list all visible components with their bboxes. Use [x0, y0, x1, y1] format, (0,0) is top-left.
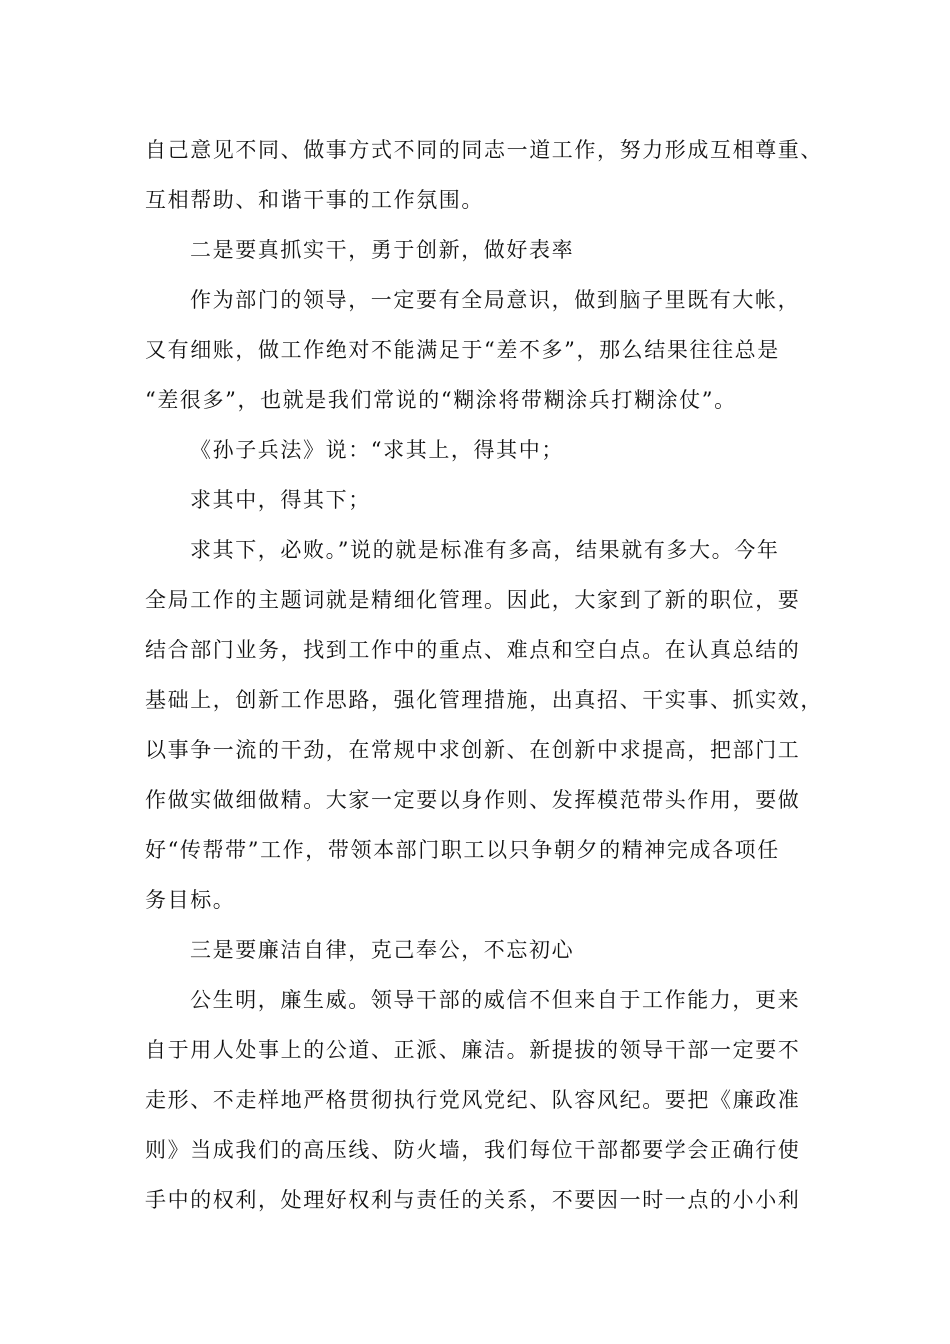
- section-heading: 三是要廉洁自律，克己奉公，不忘初心: [190, 938, 575, 962]
- text-line: 务目标。: [145, 888, 236, 912]
- text-line: 全局工作的主题词就是精细化管理。因此，大家到了新的职位，要: [145, 588, 801, 612]
- text-line: 求其下，必败。”说的就是标准有多高，结果就有多大。今年: [190, 538, 780, 562]
- text-line: 好“传帮带”工作，带领本部门职工以只争朝夕的精神完成各项任: [145, 838, 780, 862]
- text-line: 结合部门业务，找到工作中的重点、难点和空白点。在认真总结的: [145, 638, 801, 662]
- text-line: 求其中，得其下；: [190, 488, 371, 512]
- text-line: 《孙子兵法》说：“求其上，得其中；: [190, 438, 564, 462]
- text-line: 基础上，创新工作思路，强化管理措施，出真招、干实事、抓实效，: [145, 688, 823, 712]
- text-line: 互相帮助、和谐干事的工作氛围。: [145, 188, 484, 212]
- text-line: 手中的权利，处理好权利与责任的关系，不要因一时一点的小小利: [145, 1188, 801, 1212]
- text-line: “差很多”，也就是我们常说的“糊涂将带糊涂兵打糊涂仗”。: [145, 388, 737, 412]
- section-heading: 二是要真抓实干，勇于创新，做好表率: [190, 238, 575, 262]
- text-line: 作做实做细做精。大家一定要以身作则、发挥模范带头作用，要做: [145, 788, 801, 812]
- text-line: 自己意见不同、做事方式不同的同志一道工作，努力形成互相尊重、: [145, 138, 823, 162]
- text-line: 自于用人处事上的公道、正派、廉洁。新提拔的领导干部一定要不: [145, 1038, 801, 1062]
- text-line: 则》当成我们的高压线、防火墙，我们每位干部都要学会正确行使: [145, 1138, 801, 1162]
- text-line: 以事争一流的干劲，在常规中求创新、在创新中求提高，把部门工: [145, 738, 801, 762]
- text-line: 公生明，廉生威。领导干部的威信不但来自于工作能力，更来: [190, 988, 801, 1012]
- text-line: 作为部门的领导，一定要有全局意识，做到脑子里既有大帐，: [190, 288, 801, 312]
- text-line: 走形、不走样地严格贯彻执行党风党纪、队容风纪。要把《廉政准: [145, 1088, 801, 1112]
- text-line: 又有细账，做工作绝对不能满足于“差不多”，那么结果往往总是: [145, 338, 780, 362]
